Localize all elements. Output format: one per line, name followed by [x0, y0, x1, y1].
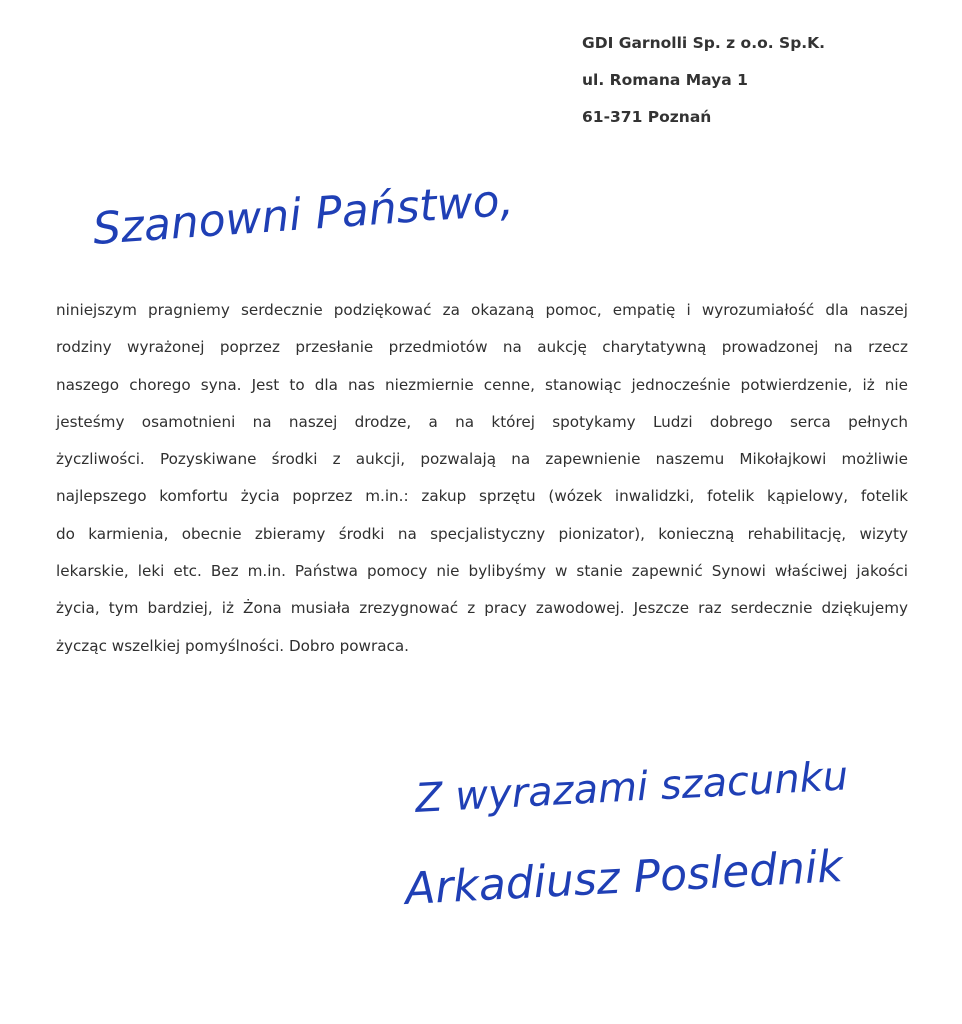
body-line: życia, tym bardziej, iż Żona musiała zrezygnować z pracy zawodowej. Jeszcze raz serdecznie dziękujemy — [56, 599, 908, 618]
body-line: życząc wszelkiej pomyślności. Dobro powraca. — [56, 636, 409, 655]
body-line: niniejszym pragniemy serdecznie podziękować za okazaną pomoc, empatię i wyrozumiałość dla naszej — [56, 301, 908, 319]
recipient-city: 61-371 Poznań — [582, 108, 712, 126]
recipient-address — [582, 34, 825, 145]
handwritten-signature — [400, 841, 860, 932]
salutation-text: Szanowni Państwo, — [91, 174, 516, 255]
recipient-street: ul. Romana Maya 1 — [582, 71, 748, 89]
body-line: najlepszego komfortu życia poprzez m.in.: zakup sprzętu (wózek inwalidzki, fotelik kąpielowy, fotelik — [56, 487, 908, 506]
closing-text: Z wyrazami szacunku — [414, 753, 850, 822]
closing-handwriting — [410, 753, 910, 838]
recipient-company: GDI Garnolli Sp. z o.o. Sp.K. — [582, 34, 826, 52]
body-line: naszego chorego syna. Jest to dla nas niezmiernie cenne, stanowiąc jednocześnie potwierdzenie, iż nie — [56, 375, 908, 394]
signature-text: Arkadiusz Poslednik — [403, 841, 844, 915]
body-line: lekarskie, leki etc. Bez m.in. Państwa pomocy nie bylibyśmy w stanie zapewnić Synowi właściwej jakości — [56, 562, 908, 581]
body-line: jesteśmy osamotnieni na naszej drodze, a na której spotykamy Ludzi dobrego serca pełnych — [56, 412, 908, 431]
salutation-handwriting — [88, 174, 516, 276]
letter-body — [56, 300, 908, 673]
body-line: do karmienia, obecnie zbieramy środki na specjalistyczny pionizator), konieczną rehabilitację, wizyty — [56, 524, 908, 543]
body-line: życzliwości. Pozyskiwane środki z aukcji, pozwalają na zapewnienie naszemu Mikołajkowi możliwie — [56, 450, 908, 469]
signature-handwriting — [400, 841, 860, 932]
handwritten-closing — [410, 753, 910, 838]
handwritten-salutation — [88, 174, 516, 276]
body-line: rodziny wyrażonej poprzez przesłanie przedmiotów na aukcję charytatywną prowadzonej na rzecz — [56, 338, 908, 357]
